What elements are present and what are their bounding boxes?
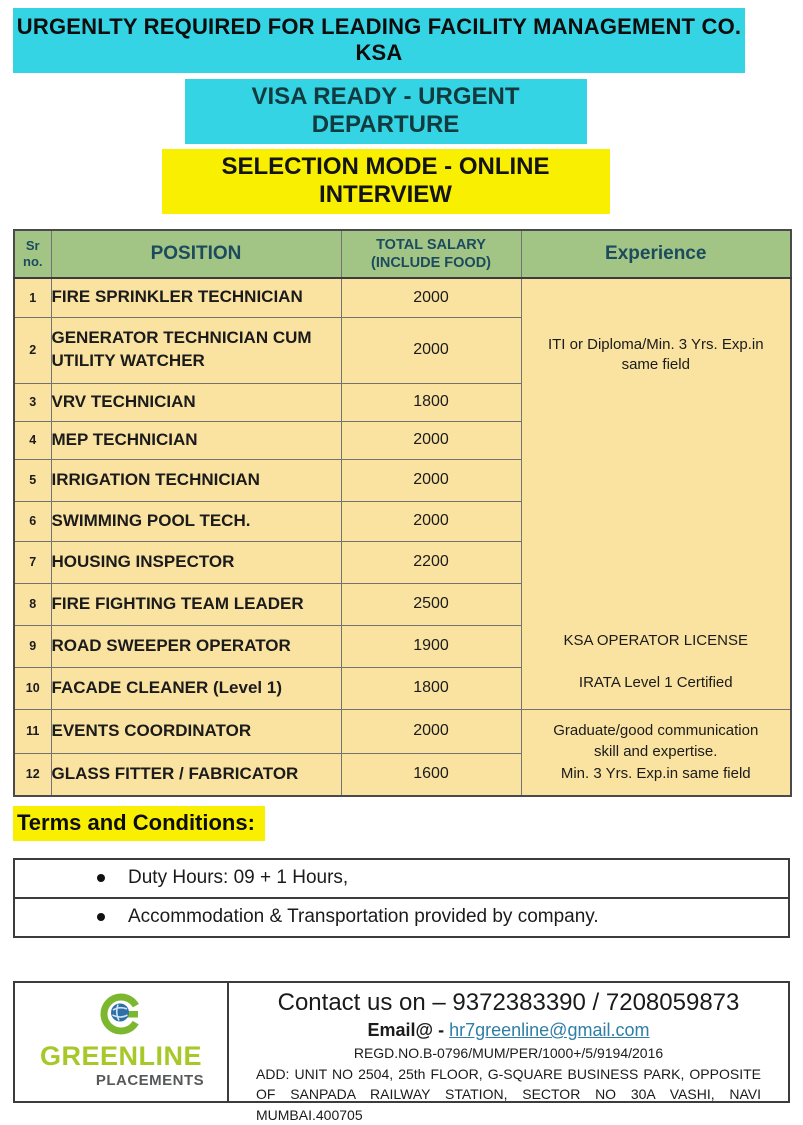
experience-graduate-line2: skill and expertise. <box>594 743 718 761</box>
salary-cell: 2200 <box>341 541 521 583</box>
bullet-icon <box>97 874 105 882</box>
sr-cell: 2 <box>14 317 51 383</box>
table-row <box>14 709 791 753</box>
sr-cell: 4 <box>14 421 51 459</box>
greenline-logo-icon <box>97 990 145 1038</box>
sr-cell: 9 <box>14 625 51 667</box>
salary-cell: 1800 <box>341 383 521 421</box>
salary-cell: 2000 <box>341 459 521 501</box>
contact-box <box>13 981 790 1123</box>
experience-graduate-line3: Min. 3 Yrs. Exp.in same field <box>560 765 751 783</box>
salary-cell: 2000 <box>341 501 521 541</box>
salary-header-line2: (INCLUDE FOOD) <box>370 255 491 271</box>
address-text: ADD: UNIT NO 2504, 25th FLOOR, G-SQUARE BUSINESS PARK, OPPOSITE OF SANPADA RAILWAY STATION, SECTOR NO 30A VASHI, NAVI MUMBAI.400705 <box>256 1066 761 1123</box>
column-header-experience: Experience <box>521 230 791 278</box>
column-header-total-salary <box>341 230 521 278</box>
salary-cell: 2000 <box>341 278 521 317</box>
position-cell: EVENTS COORDINATOR <box>51 709 341 753</box>
salary-cell: 1800 <box>341 667 521 709</box>
email-label: Email@ - <box>367 1020 445 1040</box>
term-item <box>15 860 788 897</box>
position-cell: VRV TECHNICIAN <box>51 383 341 421</box>
brand-subtitle: PLACEMENTS <box>95 1072 205 1089</box>
terms-heading: Terms and Conditions: <box>13 806 265 841</box>
sr-cell: 11 <box>14 709 51 753</box>
experience-ksa-text: KSA OPERATOR LICENSE <box>563 632 748 649</box>
term-text: Accommodation & Transportation provided by company. <box>128 906 599 927</box>
bullet-icon <box>97 913 105 921</box>
column-header-position: POSITION <box>51 230 341 278</box>
salary-cell: 2000 <box>341 709 521 753</box>
experience-graduate-line1: Graduate/good communication <box>553 721 759 739</box>
salary-cell: 2000 <box>341 421 521 459</box>
position-cell: GLASS FITTER / FABRICATOR <box>51 753 341 796</box>
brand-name: GREENLINE <box>39 1041 203 1071</box>
sr-cell: 6 <box>14 501 51 541</box>
contact-panel <box>229 983 788 1123</box>
contact-phone-line: Contact us on – 9372383390 / 7208059873 <box>277 989 740 1016</box>
sr-header-line1: Sr <box>25 237 40 253</box>
sr-cell: 12 <box>14 753 51 796</box>
position-cell: SWIMMING POOL TECH. <box>51 501 341 541</box>
brand-panel <box>15 983 229 1101</box>
sr-cell: 8 <box>14 583 51 625</box>
position-cell: GENERATOR TECHNICIAN CUM UTILITY WATCHER <box>51 317 341 383</box>
position-cell: FIRE FIGHTING TEAM LEADER <box>51 583 341 625</box>
position-cell: FIRE SPRINKLER TECHNICIAN <box>51 278 341 317</box>
column-header-sr-no <box>14 230 51 278</box>
table-header-row <box>14 230 791 278</box>
salary-cell: 2000 <box>341 317 521 383</box>
experience-iti-text: ITI or Diploma/Min. 3 Yrs. Exp.in same field <box>547 336 764 374</box>
salary-cell: 1600 <box>341 753 521 796</box>
experience-cell-group2 <box>521 709 791 796</box>
salary-header-line1: TOTAL SALARY <box>376 236 486 253</box>
position-cell: IRRIGATION TECHNICIAN <box>51 459 341 501</box>
sr-header-line2: no. <box>23 254 43 269</box>
table-row <box>14 278 791 317</box>
term-text: Duty Hours: 09 + 1 Hours, <box>128 867 349 888</box>
term-item <box>15 897 788 936</box>
registration-number: REGD.NO.B-0796/MUM/PER/1000+/5/9194/2016 <box>353 1045 664 1061</box>
email-link[interactable]: hr7greenline@gmail.com <box>449 1020 650 1040</box>
headline-selection-mode: SELECTION MODE - ONLINE INTERVIEW <box>162 149 610 214</box>
email-line <box>243 1020 774 1041</box>
position-cell: ROAD SWEEPER OPERATOR <box>51 625 341 667</box>
sr-cell: 3 <box>14 383 51 421</box>
sr-cell: 10 <box>14 667 51 709</box>
position-cell: HOUSING INSPECTOR <box>51 541 341 583</box>
positions-table <box>13 229 792 797</box>
salary-cell: 2500 <box>341 583 521 625</box>
sr-cell: 5 <box>14 459 51 501</box>
headline-section <box>13 8 758 214</box>
sr-cell: 1 <box>14 278 51 317</box>
headline-urgent: URGENLTY REQUIRED FOR LEADING FACILITY MANAGEMENT CO. KSA <box>13 8 745 73</box>
headline-visa-ready: VISA READY - URGENT DEPARTURE <box>185 79 587 144</box>
salary-cell: 1900 <box>341 625 521 667</box>
sr-cell: 7 <box>14 541 51 583</box>
experience-cell-group1 <box>521 278 791 709</box>
terms-box <box>13 858 790 938</box>
position-cell: MEP TECHNICIAN <box>51 421 341 459</box>
position-cell: FACADE CLEANER (Level 1) <box>51 667 341 709</box>
experience-irata-text: IRATA Level 1 Certified <box>578 674 733 691</box>
